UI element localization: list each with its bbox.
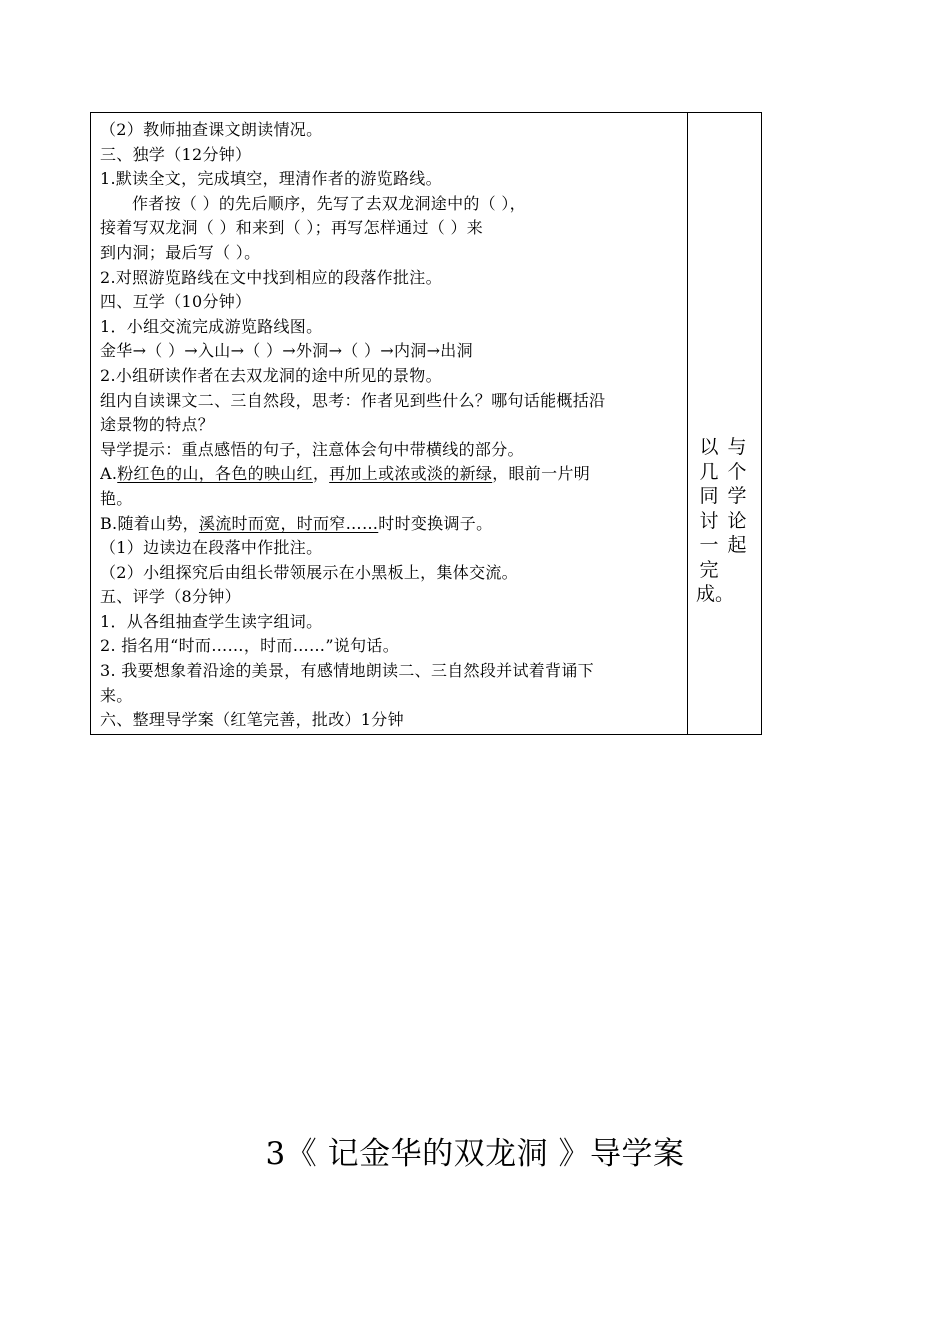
text-line: 2. 指名用“时而……，时而……”说句话。 — [100, 636, 400, 656]
sentence-b-suffix: 时时变换调子。 — [378, 513, 493, 533]
side-char: 完 — [699, 558, 719, 581]
sentence-a-line — [100, 462, 679, 487]
side-char: 学 — [727, 485, 747, 507]
sentence-a-mid: ， — [312, 464, 330, 484]
section-heading-evaluation: 五、评学（8分钟） — [100, 587, 241, 607]
underlined-phrase: 粉红色的山，各色的映山红 — [117, 464, 313, 484]
side-char: 一 — [699, 534, 719, 556]
text-line: 1．从各组抽查学生读字组词。 — [100, 611, 323, 631]
fill-blank-line: 作者按（ ）的先后顺序，先写了去双龙洞途中的（ ）， — [132, 193, 526, 213]
text-line: 3. 我要想象着沿途的美景，有感情地朗读二、三自然段并试着背诵下 — [100, 661, 594, 681]
underlined-phrase: 再加上或浓或淡的新绿 — [329, 464, 493, 484]
fill-blank-line: 接着写双龙洞（ ）和来到（ ）；再写怎样通过（ ）来 — [100, 218, 484, 238]
hint-line: 导学提示：重点感悟的句子，注意体会句中带横线的部分。 — [100, 439, 524, 459]
route-map-line: 金华→（ ）→入山→（ ）→外洞→（ ）→内洞→出洞 — [100, 341, 473, 361]
vertical-side-note — [696, 435, 750, 607]
text-line: （1）边读边在段落中作批注。 — [100, 538, 323, 558]
side-note-cell — [688, 113, 761, 734]
side-note-column-1 — [724, 435, 750, 607]
side-char: 与 — [727, 436, 747, 458]
lesson-table — [90, 112, 762, 735]
side-char: 讨 — [699, 509, 719, 532]
text-line: 途景物的特点？ — [100, 415, 215, 435]
text-line: 艳。 — [100, 488, 133, 508]
section-heading-organize: 六、整理导学案（红笔完善，批改）1分钟 — [100, 710, 404, 730]
section-heading-mutual-study: 四、互学（10分钟） — [100, 292, 252, 312]
text-line: 来。 — [100, 685, 133, 705]
document-title: 3《 记金华的双龙洞 》导学案 — [265, 1136, 685, 1172]
sentence-a-suffix: ，眼前一片明 — [492, 464, 590, 484]
text-line: （2）小组探究后由组长带领展示在小黑板上，集体交流。 — [100, 562, 518, 582]
text-line: （2）教师抽查课文朗读情况。 — [100, 120, 323, 139]
side-char: 个 — [727, 460, 747, 483]
section-heading-solo-study: 三、独学（12分钟） — [100, 144, 252, 164]
side-char: 同 — [699, 485, 719, 507]
side-note-column-2 — [696, 435, 735, 607]
fill-blank-line: 到内洞；最后写（ ）。 — [100, 242, 261, 262]
underlined-phrase: 溪流时而宽，时而窄…… — [198, 513, 379, 533]
text-line: 2.小组研读作者在去双龙洞的途中所见的景物。 — [100, 365, 442, 385]
text-line: 2.对照游览路线在文中找到相应的段落作批注。 — [100, 267, 442, 287]
side-char: 几 — [699, 460, 719, 483]
text-line: 1.默读全文，完成填空，理清作者的游览路线。 — [100, 169, 442, 189]
sentence-b-line — [100, 512, 679, 537]
sentence-a-prefix: A. — [100, 464, 118, 484]
side-char: 成。 — [696, 583, 735, 605]
side-char: 论 — [727, 509, 747, 532]
sentence-b-prefix: B.随着山势， — [100, 513, 199, 533]
text-line: 组内自读课文二、三自然段，思考：作者见到些什么？哪句话能概括沿 — [100, 390, 606, 410]
text-line: 1．小组交流完成游览路线图。 — [100, 316, 323, 336]
lesson-content-cell — [91, 113, 688, 734]
side-char: 以 — [699, 436, 719, 458]
side-char: 起 — [727, 534, 747, 556]
